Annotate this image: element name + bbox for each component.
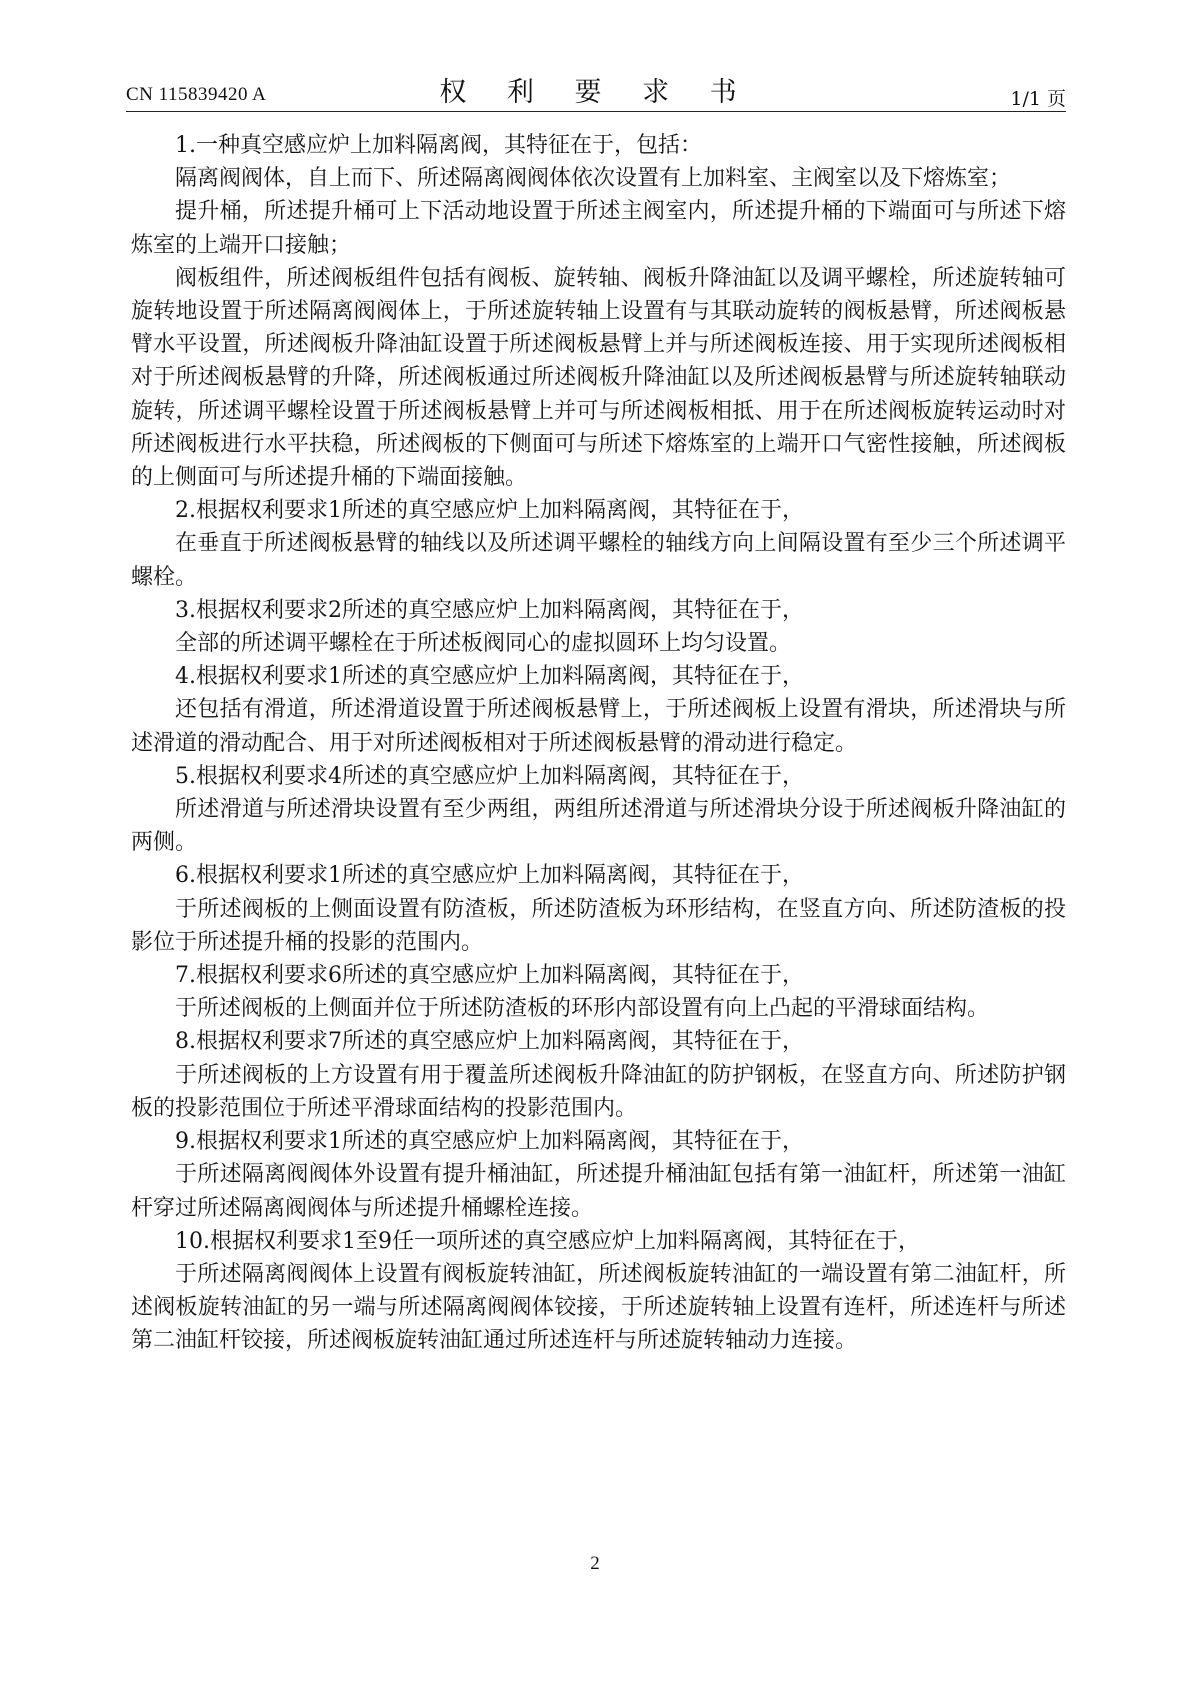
- page-header: [126, 68, 1066, 112]
- doc-title: 权 利 要 求 书: [439, 77, 753, 108]
- claim-8-body: 于所述阀板的上方设置有用于覆盖所述阀板升降油缸的防护钢板，在竖直方向、所述防护钢板的投影范围位于所述平滑球面结构的投影范围内。: [131, 1062, 1066, 1121]
- doc-number: CN 115839420 A: [126, 84, 267, 105]
- claim-10-heading: 10.根据权利要求1至9任一项所述的真空感应炉上加料隔离阀，其特征在于，: [175, 1228, 920, 1254]
- claim-7-heading: 7.根据权利要求6所述的真空感应炉上加料隔离阀，其特征在于，: [175, 963, 804, 989]
- claim-8-heading: 8.根据权利要求7所述的真空感应炉上加料隔离阀，其特征在于，: [175, 1029, 804, 1055]
- claim-2-heading: 2.根据权利要求1所述的真空感应炉上加料隔离阀，其特征在于，: [175, 498, 804, 524]
- page-number: 2: [590, 1553, 600, 1574]
- claim-6-heading: 6.根据权利要求1所述的真空感应炉上加料隔离阀，其特征在于，: [175, 863, 804, 889]
- claim-1-valve-body: 隔离阀阀体，自上而下、所述隔离阀阀体依次设置有上加料室、主阀室以及下熔炼室；: [175, 166, 1012, 192]
- claim-7-body: 于所述阀板的上侧面并位于所述防渣板的环形内部设置有向上凸起的平滑球面结构。: [175, 996, 990, 1022]
- page-indicator: 1/1 页: [1010, 88, 1066, 110]
- claim-9-heading: 9.根据权利要求1所述的真空感应炉上加料隔离阀，其特征在于，: [175, 1129, 804, 1155]
- claim-1-lift-bucket: 提升桶，所述提升桶可上下活动地设置于所述主阀室内，所述提升桶的下端面可与所述下熔炼室的上端开口接触；: [131, 199, 1066, 258]
- claim-5-body: 所述滑道与所述滑块设置有至少两组，两组所述滑道与所述滑块分设于所述阀板升降油缸的两侧。: [131, 797, 1066, 856]
- claim-1-heading: 1.一种真空感应炉上加料隔离阀，其特征在于，包括：: [175, 133, 702, 158]
- claim-2-body: 在垂直于所述阀板悬臂的轴线以及所述调平螺栓的轴线方向上间隔设置有至少三个所述调平螺栓。: [131, 531, 1066, 590]
- claims-body: [131, 129, 1066, 1358]
- claim-1-valve-plate-assembly: 阀板组件，所述阀板组件包括有阀板、旋转轴、阀板升降油缸以及调平螺栓，所述旋转轴可旋转地设置于所述隔离阀阀体上，于所述旋转轴上设置有与其联动旋转的阀板悬臂，所述阀板悬臂水平设置，所述阀板升降油缸设置于所述阀板悬臂上并与所述阀板连接、用于实现所述阀板相对于所述阀板悬臂的升降，所述阀板通过所述阀板升降油缸以及所述阀板悬臂与所述旋转轴联动旋转，所述调平螺栓设置于所述阀板悬臂上并可与所述阀板相抵、用于在所述阀板旋转运动时对所述阀板进行水平扶稳，所述阀板的下侧面可与所述下熔炼室的上端开口气密性接触，所述阀板的上侧面可与所述提升桶的下端面接触。: [131, 265, 1066, 491]
- claim-4-heading: 4.根据权利要求1所述的真空感应炉上加料隔离阀，其特征在于，: [175, 664, 804, 690]
- claim-9-body: 于所述隔离阀阀体外设置有提升桶油缸，所述提升桶油缸包括有第一油缸杆，所述第一油缸杆穿过所述隔离阀阀体与所述提升桶螺栓连接。: [131, 1162, 1066, 1221]
- header-divider: [126, 111, 1066, 112]
- claim-3-body: 全部的所述调平螺栓在于所述板阀同心的虚拟圆环上均匀设置。: [175, 631, 792, 657]
- claim-5-heading: 5.根据权利要求4所述的真空感应炉上加料隔离阀，其特征在于，: [175, 763, 804, 789]
- claim-4-body: 还包括有滑道，所述滑道设置于所述阀板悬臂上，于所述阀板上设置有滑块，所述滑块与所述滑道的滑动配合、用于对所述阀板相对于所述阀板悬臂的滑动进行稳定。: [131, 697, 1066, 756]
- claim-10-body: 于所述隔离阀阀体上设置有阀板旋转油缸，所述阀板旋转油缸的一端设置有第二油缸杆，所述阀板旋转油缸的另一端与所述隔离阀阀体铰接，于所述旋转轴上设置有连杆，所述连杆与所述第二油缸杆铰接，所述阀板旋转油缸通过所述连杆与所述旋转轴动力连接。: [131, 1261, 1066, 1354]
- claim-6-body: 于所述阀板的上侧面设置有防渣板，所述防渣板为环形结构，在竖直方向、所述防渣板的投影位于所述提升桶的投影的范围内。: [131, 896, 1066, 955]
- claim-3-heading: 3.根据权利要求2所述的真空感应炉上加料隔离阀，其特征在于，: [175, 597, 804, 623]
